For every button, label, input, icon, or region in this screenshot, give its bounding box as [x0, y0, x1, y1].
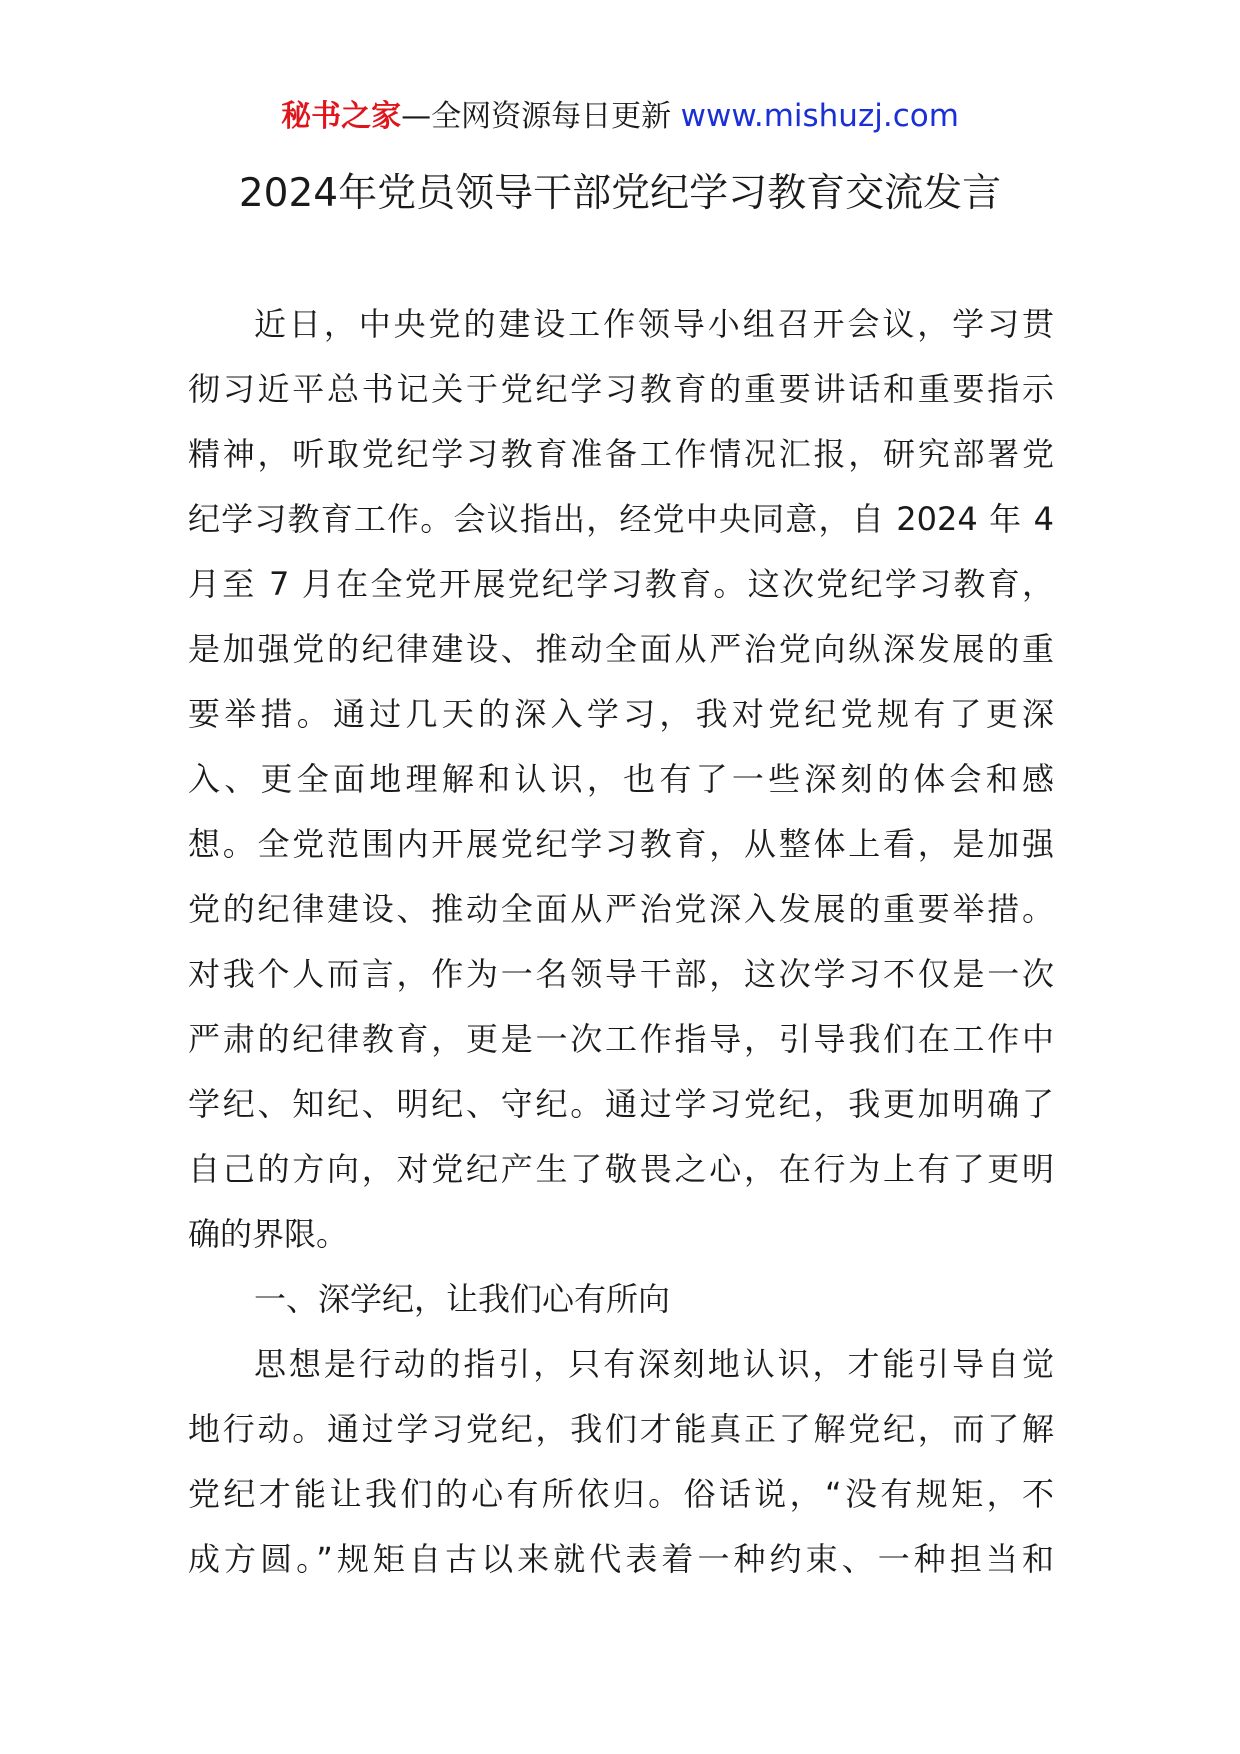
paragraph-line: 严肃的纪律教育，更是一次工作指导，引导我们在工作中 [188, 1020, 1054, 1058]
paragraph-line: 入、更全面地理解和认识，也有了一些深刻的体会和感 [188, 760, 1054, 798]
paragraph-line: 月至 7 月在全党开展党纪学习教育。这次党纪学习教育， [188, 565, 1054, 603]
brand-name: 秘书之家 [281, 99, 402, 134]
document-title: 2024年党员领导干部党纪学习教育交流发言 [238, 171, 1002, 216]
paragraph-line: 思想是行动的指引，只有深刻地认识，才能引导自觉 [254, 1345, 1054, 1383]
paragraph-line: 彻习近平总书记关于党纪学习教育的重要讲话和重要指示 [188, 370, 1054, 408]
site-header [0, 96, 1240, 137]
section-heading: 一、深学纪，让我们心有所向 [254, 1280, 671, 1318]
paragraph-line: 确的界限。 [188, 1215, 349, 1253]
site-url-link[interactable]: www.mishuzj.com [680, 98, 959, 134]
paragraph-line: 自己的方向，对党纪产生了敬畏之心，在行为上有了更明 [188, 1150, 1054, 1188]
document-body [188, 292, 1054, 1592]
paragraph-line: 精神，听取党纪学习教育准备工作情况汇报，研究部署党 [188, 435, 1054, 473]
paragraph-line: 对我个人而言，作为一名领导干部，这次学习不仅是一次 [188, 955, 1054, 993]
site-tagline: —全网资源每日更新 [401, 99, 672, 134]
paragraph-line: 想。全党范围内开展党纪学习教育，从整体上看，是加强 [188, 825, 1054, 863]
paragraph-line: 学纪、知纪、明纪、守纪。通过学习党纪，我更加明确了 [188, 1085, 1054, 1123]
paragraph-line: 要举措。通过几天的深入学习，我对党纪党规有了更深 [188, 695, 1054, 733]
paragraph-line: 党的纪律建设、推动全面从严治党深入发展的重要举措。 [188, 890, 1054, 928]
paragraph-line: 党纪才能让我们的心有所依归。俗话说，“没有规矩，不 [188, 1475, 1054, 1513]
paragraph-line: 纪学习教育工作。会议指出，经党中央同意，自 2024 年 4 [188, 500, 1054, 538]
paragraph-line: 是加强党的纪律建设、推动全面从严治党向纵深发展的重 [188, 630, 1054, 668]
paragraph-line: 近日，中央党的建设工作领导小组召开会议，学习贯 [254, 305, 1054, 343]
paragraph-line: 地行动。通过学习党纪，我们才能真正了解党纪，而了解 [188, 1410, 1054, 1448]
paragraph-line: 成方圆。”规矩自古以来就代表着一种约束、一种担当和 [188, 1540, 1054, 1578]
